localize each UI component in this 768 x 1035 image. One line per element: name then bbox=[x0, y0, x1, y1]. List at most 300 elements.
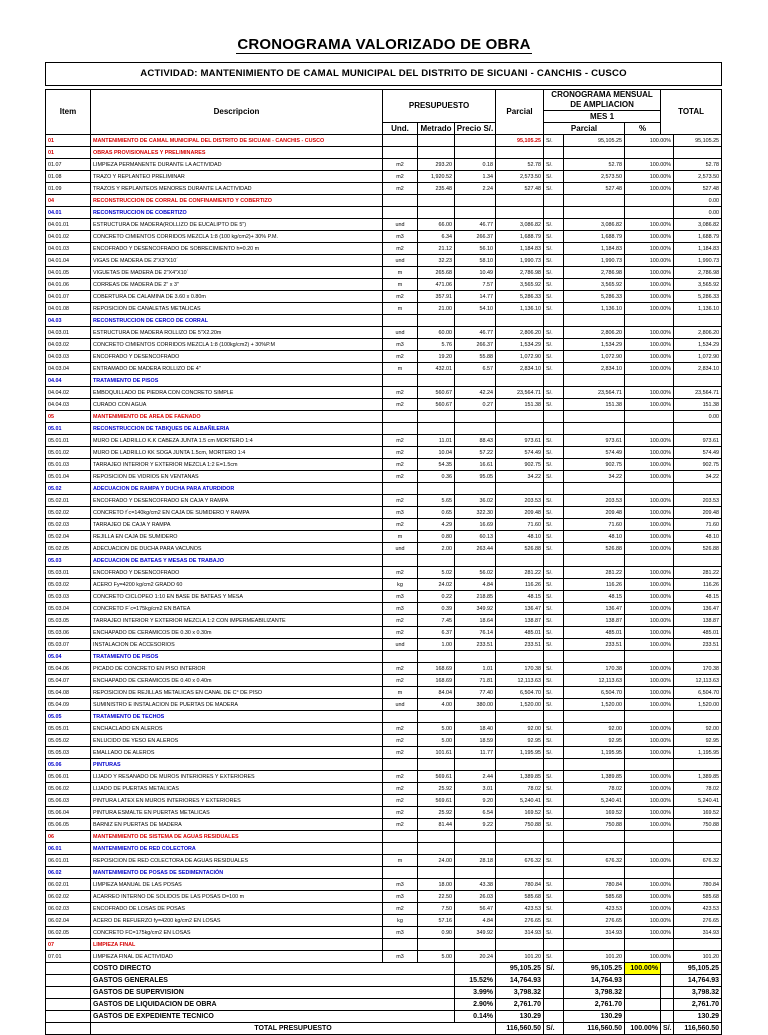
month-parcial-cell: 574.49 bbox=[564, 447, 625, 459]
parcial-cell: 48.15 bbox=[496, 591, 544, 603]
summary-month-pct: 100.00% bbox=[625, 963, 661, 975]
summary-month-pct bbox=[625, 999, 661, 1011]
month-pct-cell: 100.00% bbox=[625, 267, 674, 279]
parcial-cell: 676.32 bbox=[496, 855, 544, 867]
parcial-cell: 526.88 bbox=[496, 543, 544, 555]
month-pct-cell bbox=[625, 147, 674, 159]
price-cell: 26.03 bbox=[455, 891, 496, 903]
summary-pct: 15.52% bbox=[455, 975, 496, 987]
price-cell: 54.10 bbox=[455, 303, 496, 315]
price-cell bbox=[455, 411, 496, 423]
description-cell: ACERO DE REFUERZO fy=4200 kg/cm2 EN LOSAS bbox=[91, 915, 383, 927]
parcial-cell bbox=[496, 315, 544, 327]
month-pct-cell bbox=[625, 555, 674, 567]
item-cell: 05.03.03 bbox=[46, 591, 91, 603]
currency-cell bbox=[544, 843, 564, 855]
parcial-cell bbox=[496, 555, 544, 567]
total-cell: 1,195.95 bbox=[674, 747, 722, 759]
metrado-cell bbox=[418, 147, 455, 159]
summary-gap bbox=[661, 963, 674, 975]
metrado-cell: 81.44 bbox=[418, 819, 455, 831]
price-cell: 4.84 bbox=[455, 915, 496, 927]
month-parcial-cell: 780.84 bbox=[564, 879, 625, 891]
month-pct-cell: 100.00% bbox=[625, 663, 674, 675]
currency-cell bbox=[544, 939, 564, 951]
table-row bbox=[46, 351, 722, 363]
parcial-cell: 902.75 bbox=[496, 459, 544, 471]
currency-cell: S/. bbox=[544, 687, 564, 699]
table-row bbox=[46, 735, 722, 747]
parcial-cell bbox=[496, 207, 544, 219]
unit-cell: m3 bbox=[383, 339, 418, 351]
unit-cell: m2 bbox=[383, 735, 418, 747]
item-cell: 04.01.05 bbox=[46, 267, 91, 279]
summary-spacer bbox=[46, 975, 91, 987]
unit-cell: m3 bbox=[383, 879, 418, 891]
item-cell: 05.06.01 bbox=[46, 771, 91, 783]
price-cell bbox=[455, 939, 496, 951]
metrado-cell bbox=[418, 483, 455, 495]
item-cell: 04.01.01 bbox=[46, 219, 91, 231]
currency-cell: S/. bbox=[544, 399, 564, 411]
currency-cell: S/. bbox=[544, 447, 564, 459]
description-cell: OBRAS PROVISIONALES Y PRELIMINARES bbox=[91, 147, 383, 159]
price-cell: 9.22 bbox=[455, 819, 496, 831]
total-cell bbox=[674, 315, 722, 327]
total-cell: 314.93 bbox=[674, 927, 722, 939]
unit-cell bbox=[383, 711, 418, 723]
unit-cell: m bbox=[383, 279, 418, 291]
parcial-cell: 1,389.85 bbox=[496, 771, 544, 783]
table-row bbox=[46, 783, 722, 795]
item-cell: 05.04.09 bbox=[46, 699, 91, 711]
metrado-cell: 560.67 bbox=[418, 399, 455, 411]
table-row bbox=[46, 519, 722, 531]
total-cell bbox=[674, 147, 722, 159]
total-cell: 3,565.92 bbox=[674, 279, 722, 291]
month-parcial-cell: 116.26 bbox=[564, 579, 625, 591]
summary-label: GASTOS DE LIQUIDACION DE OBRA bbox=[91, 999, 455, 1011]
month-parcial-cell bbox=[564, 195, 625, 207]
price-cell: 56.02 bbox=[455, 567, 496, 579]
month-pct-cell bbox=[625, 423, 674, 435]
unit-cell: m2 bbox=[383, 675, 418, 687]
total-cell: 48.15 bbox=[674, 591, 722, 603]
summary-parcial: 3,798.32 bbox=[496, 987, 544, 999]
section-row bbox=[46, 867, 722, 879]
total-cell bbox=[674, 843, 722, 855]
table-row bbox=[46, 399, 722, 411]
description-cell: TRAZO Y REPLANTEO PRELIMINAR bbox=[91, 171, 383, 183]
table-row bbox=[46, 579, 722, 591]
total-cell bbox=[674, 831, 722, 843]
description-cell: CONCRETO CIMIENTOS CORRIDOS MEZCLA 1:8 (100kg/cm2) + 30%P.M bbox=[91, 339, 383, 351]
month-parcial-cell: 973.61 bbox=[564, 435, 625, 447]
total-row bbox=[46, 1023, 722, 1035]
month-parcial-cell: 5,240.41 bbox=[564, 795, 625, 807]
total-cell: 23,564.71 bbox=[674, 387, 722, 399]
total-cell: 1,184.83 bbox=[674, 243, 722, 255]
description-cell: LIMPIEZA PERMANENTE DURANTE LA ACTIVIDAD bbox=[91, 159, 383, 171]
month-parcial-cell bbox=[564, 315, 625, 327]
total-cell bbox=[674, 483, 722, 495]
table-row bbox=[46, 231, 722, 243]
item-cell: 04.03.03 bbox=[46, 351, 91, 363]
summary-spacer bbox=[46, 963, 91, 975]
unit-cell: m2 bbox=[383, 291, 418, 303]
currency-cell: S/. bbox=[544, 639, 564, 651]
month-pct-cell bbox=[625, 315, 674, 327]
unit-cell: m2 bbox=[383, 807, 418, 819]
total-cell: 1,072.90 bbox=[674, 351, 722, 363]
description-cell: CORREAS DE MADERA DE 2" x 3" bbox=[91, 279, 383, 291]
summary-total: 3,798.32 bbox=[674, 987, 722, 999]
metrado-cell: 1,920.52 bbox=[418, 171, 455, 183]
item-cell: 05.01 bbox=[46, 423, 91, 435]
month-parcial-cell: 170.38 bbox=[564, 663, 625, 675]
table-row bbox=[46, 675, 722, 687]
price-cell: 56.10 bbox=[455, 243, 496, 255]
month-parcial-cell: 276.65 bbox=[564, 915, 625, 927]
price-cell bbox=[455, 195, 496, 207]
month-parcial-cell: 203.53 bbox=[564, 495, 625, 507]
month-parcial-cell: 209.48 bbox=[564, 507, 625, 519]
parcial-cell: 2,573.50 bbox=[496, 171, 544, 183]
table-row bbox=[46, 903, 722, 915]
unit-cell: m2 bbox=[383, 567, 418, 579]
parcial-cell bbox=[496, 483, 544, 495]
metrado-cell: 7.50 bbox=[418, 903, 455, 915]
unit-cell: m2 bbox=[383, 459, 418, 471]
table-row bbox=[46, 339, 722, 351]
parcial-cell: 1,136.10 bbox=[496, 303, 544, 315]
section-row bbox=[46, 207, 722, 219]
metrado-cell: 357.91 bbox=[418, 291, 455, 303]
description-cell: ACERO Fy=4200 kg/cm2 GRADO 60 bbox=[91, 579, 383, 591]
currency-cell: S/. bbox=[544, 351, 564, 363]
unit-cell: m bbox=[383, 687, 418, 699]
table-row bbox=[46, 795, 722, 807]
description-cell: TRATAMIENTO DE PISOS bbox=[91, 375, 383, 387]
price-cell: 7.57 bbox=[455, 279, 496, 291]
description-cell: LIMPIEZA MANUAL DE LAS POSAS bbox=[91, 879, 383, 891]
parcial-cell bbox=[496, 195, 544, 207]
currency-cell: S/. bbox=[544, 387, 564, 399]
total-currency: S/. bbox=[544, 1023, 564, 1035]
item-cell: 06.02.03 bbox=[46, 903, 91, 915]
parcial-cell: 101.20 bbox=[496, 951, 544, 963]
parcial-cell: 1,990.73 bbox=[496, 255, 544, 267]
total-cell bbox=[674, 759, 722, 771]
section-row bbox=[46, 147, 722, 159]
month-parcial-cell: 48.15 bbox=[564, 591, 625, 603]
price-cell: 18.59 bbox=[455, 735, 496, 747]
month-parcial-cell: 52.78 bbox=[564, 159, 625, 171]
unit-cell: m3 bbox=[383, 507, 418, 519]
month-pct-cell: 100.00% bbox=[625, 891, 674, 903]
price-cell: 88.43 bbox=[455, 435, 496, 447]
total-cell: 95,105.25 bbox=[674, 135, 722, 147]
parcial-cell: 1,195.95 bbox=[496, 747, 544, 759]
total-cell bbox=[674, 651, 722, 663]
currency-cell: S/. bbox=[544, 327, 564, 339]
item-cell: 05.04.06 bbox=[46, 663, 91, 675]
header-item: Item bbox=[46, 90, 91, 135]
month-parcial-cell bbox=[564, 411, 625, 423]
summary-month-pct bbox=[625, 987, 661, 999]
parcial-cell: 34.22 bbox=[496, 471, 544, 483]
table-row bbox=[46, 255, 722, 267]
month-pct-cell: 100.00% bbox=[625, 531, 674, 543]
month-pct-cell: 100.00% bbox=[625, 435, 674, 447]
month-pct-cell: 100.00% bbox=[625, 279, 674, 291]
total-cell: 71.60 bbox=[674, 519, 722, 531]
price-cell: 58.10 bbox=[455, 255, 496, 267]
price-cell bbox=[455, 711, 496, 723]
currency-cell: S/. bbox=[544, 459, 564, 471]
metrado-cell bbox=[418, 651, 455, 663]
parcial-cell: 3,565.92 bbox=[496, 279, 544, 291]
month-parcial-cell: 527.48 bbox=[564, 183, 625, 195]
unit-cell: m bbox=[383, 303, 418, 315]
month-parcial-cell: 1,534.29 bbox=[564, 339, 625, 351]
total-cell: 676.32 bbox=[674, 855, 722, 867]
summary-currency: S/. bbox=[544, 963, 564, 975]
metrado-cell: 4.00 bbox=[418, 699, 455, 711]
unit-cell: m2 bbox=[383, 771, 418, 783]
price-cell: 266.37 bbox=[455, 339, 496, 351]
currency-cell: S/. bbox=[544, 627, 564, 639]
unit-cell: m2 bbox=[383, 663, 418, 675]
total-cell: 169.52 bbox=[674, 807, 722, 819]
item-cell: 04.04.02 bbox=[46, 387, 91, 399]
month-pct-cell: 100.00% bbox=[625, 291, 674, 303]
description-cell: REPOSICION DE VIDRIOS EN VENTANAS bbox=[91, 471, 383, 483]
header-total: TOTAL bbox=[661, 90, 722, 135]
total-cell bbox=[674, 939, 722, 951]
item-cell: 05.02.03 bbox=[46, 519, 91, 531]
table-row bbox=[46, 687, 722, 699]
item-cell: 04.04.03 bbox=[46, 399, 91, 411]
table-row bbox=[46, 471, 722, 483]
summary-label: GASTOS GENERALES bbox=[91, 975, 455, 987]
summary-row bbox=[46, 1011, 722, 1023]
summary-pct: 3.99% bbox=[455, 987, 496, 999]
table-row bbox=[46, 879, 722, 891]
item-cell: 04.01.03 bbox=[46, 243, 91, 255]
currency-cell bbox=[544, 483, 564, 495]
month-pct-cell: 100.00% bbox=[625, 495, 674, 507]
description-cell: TARRAJEO INTERIOR Y EXTERIOR MEZCLA 1:2 E=1.5cm bbox=[91, 459, 383, 471]
metrado-cell: 84.04 bbox=[418, 687, 455, 699]
description-cell: CURADO CON AGUA bbox=[91, 399, 383, 411]
parcial-cell bbox=[496, 843, 544, 855]
price-cell: 322.30 bbox=[455, 507, 496, 519]
total-cell bbox=[674, 555, 722, 567]
month-pct-cell: 100.00% bbox=[625, 387, 674, 399]
currency-cell: S/. bbox=[544, 567, 564, 579]
currency-cell: S/. bbox=[544, 267, 564, 279]
currency-cell: S/. bbox=[544, 363, 564, 375]
month-parcial-cell: 3,086.82 bbox=[564, 219, 625, 231]
item-cell: 06 bbox=[46, 831, 91, 843]
unit-cell: m2 bbox=[383, 723, 418, 735]
price-cell bbox=[455, 867, 496, 879]
unit-cell bbox=[383, 651, 418, 663]
metrado-cell bbox=[418, 315, 455, 327]
table-row bbox=[46, 531, 722, 543]
total-cell: 151.38 bbox=[674, 399, 722, 411]
item-cell: 05.01.04 bbox=[46, 471, 91, 483]
price-cell: 14.77 bbox=[455, 291, 496, 303]
currency-cell: S/. bbox=[544, 243, 564, 255]
metrado-cell: 569.61 bbox=[418, 795, 455, 807]
table-row bbox=[46, 543, 722, 555]
price-cell: 349.92 bbox=[455, 927, 496, 939]
month-parcial-cell: 5,286.33 bbox=[564, 291, 625, 303]
table-row bbox=[46, 435, 722, 447]
month-parcial-cell bbox=[564, 939, 625, 951]
section-row bbox=[46, 135, 722, 147]
summary-month-pct bbox=[625, 975, 661, 987]
item-cell: 05.05.02 bbox=[46, 735, 91, 747]
total-cell: 750.88 bbox=[674, 819, 722, 831]
item-cell: 05.01.03 bbox=[46, 459, 91, 471]
price-cell bbox=[455, 843, 496, 855]
description-cell: TARRAJEO DE CAJA Y RAMPA bbox=[91, 519, 383, 531]
item-cell: 01.07 bbox=[46, 159, 91, 171]
price-cell bbox=[455, 315, 496, 327]
currency-cell bbox=[544, 147, 564, 159]
month-pct-cell: 100.00% bbox=[625, 771, 674, 783]
total-cell: 0.00 bbox=[674, 411, 722, 423]
price-cell bbox=[455, 207, 496, 219]
price-cell: 3.01 bbox=[455, 783, 496, 795]
item-cell: 01 bbox=[46, 135, 91, 147]
description-cell: CONCRETO f´c=140kg/cm2 EN CAJA DE SUMIDERO Y RAMPA bbox=[91, 507, 383, 519]
parcial-cell: 574.49 bbox=[496, 447, 544, 459]
section-row bbox=[46, 939, 722, 951]
currency-cell: S/. bbox=[544, 927, 564, 939]
metrado-cell: 32.23 bbox=[418, 255, 455, 267]
month-pct-cell bbox=[625, 939, 674, 951]
parcial-cell bbox=[496, 375, 544, 387]
month-parcial-cell bbox=[564, 867, 625, 879]
item-cell: 05.03.06 bbox=[46, 627, 91, 639]
parcial-cell: 1,688.79 bbox=[496, 231, 544, 243]
unit-cell: und bbox=[383, 219, 418, 231]
table-row bbox=[46, 171, 722, 183]
metrado-cell: 5.00 bbox=[418, 951, 455, 963]
price-cell bbox=[455, 483, 496, 495]
month-pct-cell: 100.00% bbox=[625, 735, 674, 747]
description-cell: TRATAMIENTO DE PISOS bbox=[91, 651, 383, 663]
currency-cell: S/. bbox=[544, 903, 564, 915]
table-row bbox=[46, 819, 722, 831]
currency-cell: S/. bbox=[544, 783, 564, 795]
month-parcial-cell: 78.02 bbox=[564, 783, 625, 795]
currency-cell: S/. bbox=[544, 591, 564, 603]
table-row bbox=[46, 291, 722, 303]
month-pct-cell: 100.00% bbox=[625, 951, 674, 963]
metrado-cell bbox=[418, 375, 455, 387]
item-cell: 05.05.03 bbox=[46, 747, 91, 759]
month-pct-cell: 100.00% bbox=[625, 219, 674, 231]
item-cell: 05.06.03 bbox=[46, 795, 91, 807]
summary-month-parcial: 130.29 bbox=[564, 1011, 625, 1023]
parcial-cell: 116.26 bbox=[496, 579, 544, 591]
parcial-cell: 314.93 bbox=[496, 927, 544, 939]
month-pct-cell: 100.00% bbox=[625, 747, 674, 759]
unit-cell: m2 bbox=[383, 615, 418, 627]
summary-label: GASTOS DE SUPERVISION bbox=[91, 987, 455, 999]
month-parcial-cell: 1,990.73 bbox=[564, 255, 625, 267]
total-cell: 203.53 bbox=[674, 495, 722, 507]
parcial-cell bbox=[496, 423, 544, 435]
month-parcial-cell bbox=[564, 651, 625, 663]
month-pct-cell: 100.00% bbox=[625, 447, 674, 459]
month-parcial-cell bbox=[564, 483, 625, 495]
unit-cell: m2 bbox=[383, 351, 418, 363]
item-cell: 04.01.02 bbox=[46, 231, 91, 243]
table-row bbox=[46, 219, 722, 231]
header-cronograma: CRONOGRAMA MENSUAL DE AMPLIACION bbox=[544, 90, 661, 111]
price-cell bbox=[455, 375, 496, 387]
item-cell: 05.03.07 bbox=[46, 639, 91, 651]
currency-cell: S/. bbox=[544, 675, 564, 687]
currency-cell: S/. bbox=[544, 795, 564, 807]
month-pct-cell: 100.00% bbox=[625, 471, 674, 483]
metrado-cell bbox=[418, 555, 455, 567]
month-pct-cell: 100.00% bbox=[625, 363, 674, 375]
item-cell: 01 bbox=[46, 147, 91, 159]
currency-cell: S/. bbox=[544, 699, 564, 711]
month-parcial-cell: 585.68 bbox=[564, 891, 625, 903]
month-pct-cell bbox=[625, 651, 674, 663]
month-parcial-cell bbox=[564, 711, 625, 723]
month-pct-cell: 100.00% bbox=[625, 723, 674, 735]
currency-cell: S/. bbox=[544, 879, 564, 891]
total-cell: 485.01 bbox=[674, 627, 722, 639]
table-row bbox=[46, 159, 722, 171]
month-parcial-cell bbox=[564, 831, 625, 843]
metrado-cell: 24.02 bbox=[418, 579, 455, 591]
metrado-cell bbox=[418, 867, 455, 879]
currency-cell: S/. bbox=[544, 663, 564, 675]
total-cell bbox=[674, 423, 722, 435]
currency-cell: S/. bbox=[544, 339, 564, 351]
month-parcial-cell: 48.10 bbox=[564, 531, 625, 543]
currency-cell bbox=[544, 411, 564, 423]
currency-cell: S/. bbox=[544, 603, 564, 615]
currency-cell bbox=[544, 375, 564, 387]
price-cell bbox=[455, 831, 496, 843]
metrado-cell: 168.69 bbox=[418, 663, 455, 675]
description-cell: ADECUACION DE DUCHA PARA VACUNOS bbox=[91, 543, 383, 555]
price-cell: 42.24 bbox=[455, 387, 496, 399]
price-cell: 76.14 bbox=[455, 627, 496, 639]
total-cell: 574.49 bbox=[674, 447, 722, 459]
month-parcial-cell: 1,520.00 bbox=[564, 699, 625, 711]
description-cell: MURO DE LADRILLO KK SOGA JUNTA 1.5cm, MORTERO 1:4 bbox=[91, 447, 383, 459]
total-cell: 209.48 bbox=[674, 507, 722, 519]
currency-cell: S/. bbox=[544, 735, 564, 747]
metrado-cell: 10.04 bbox=[418, 447, 455, 459]
metrado-cell: 265.68 bbox=[418, 267, 455, 279]
price-cell bbox=[455, 651, 496, 663]
month-pct-cell: 100.00% bbox=[625, 675, 674, 687]
price-cell: 20.24 bbox=[455, 951, 496, 963]
